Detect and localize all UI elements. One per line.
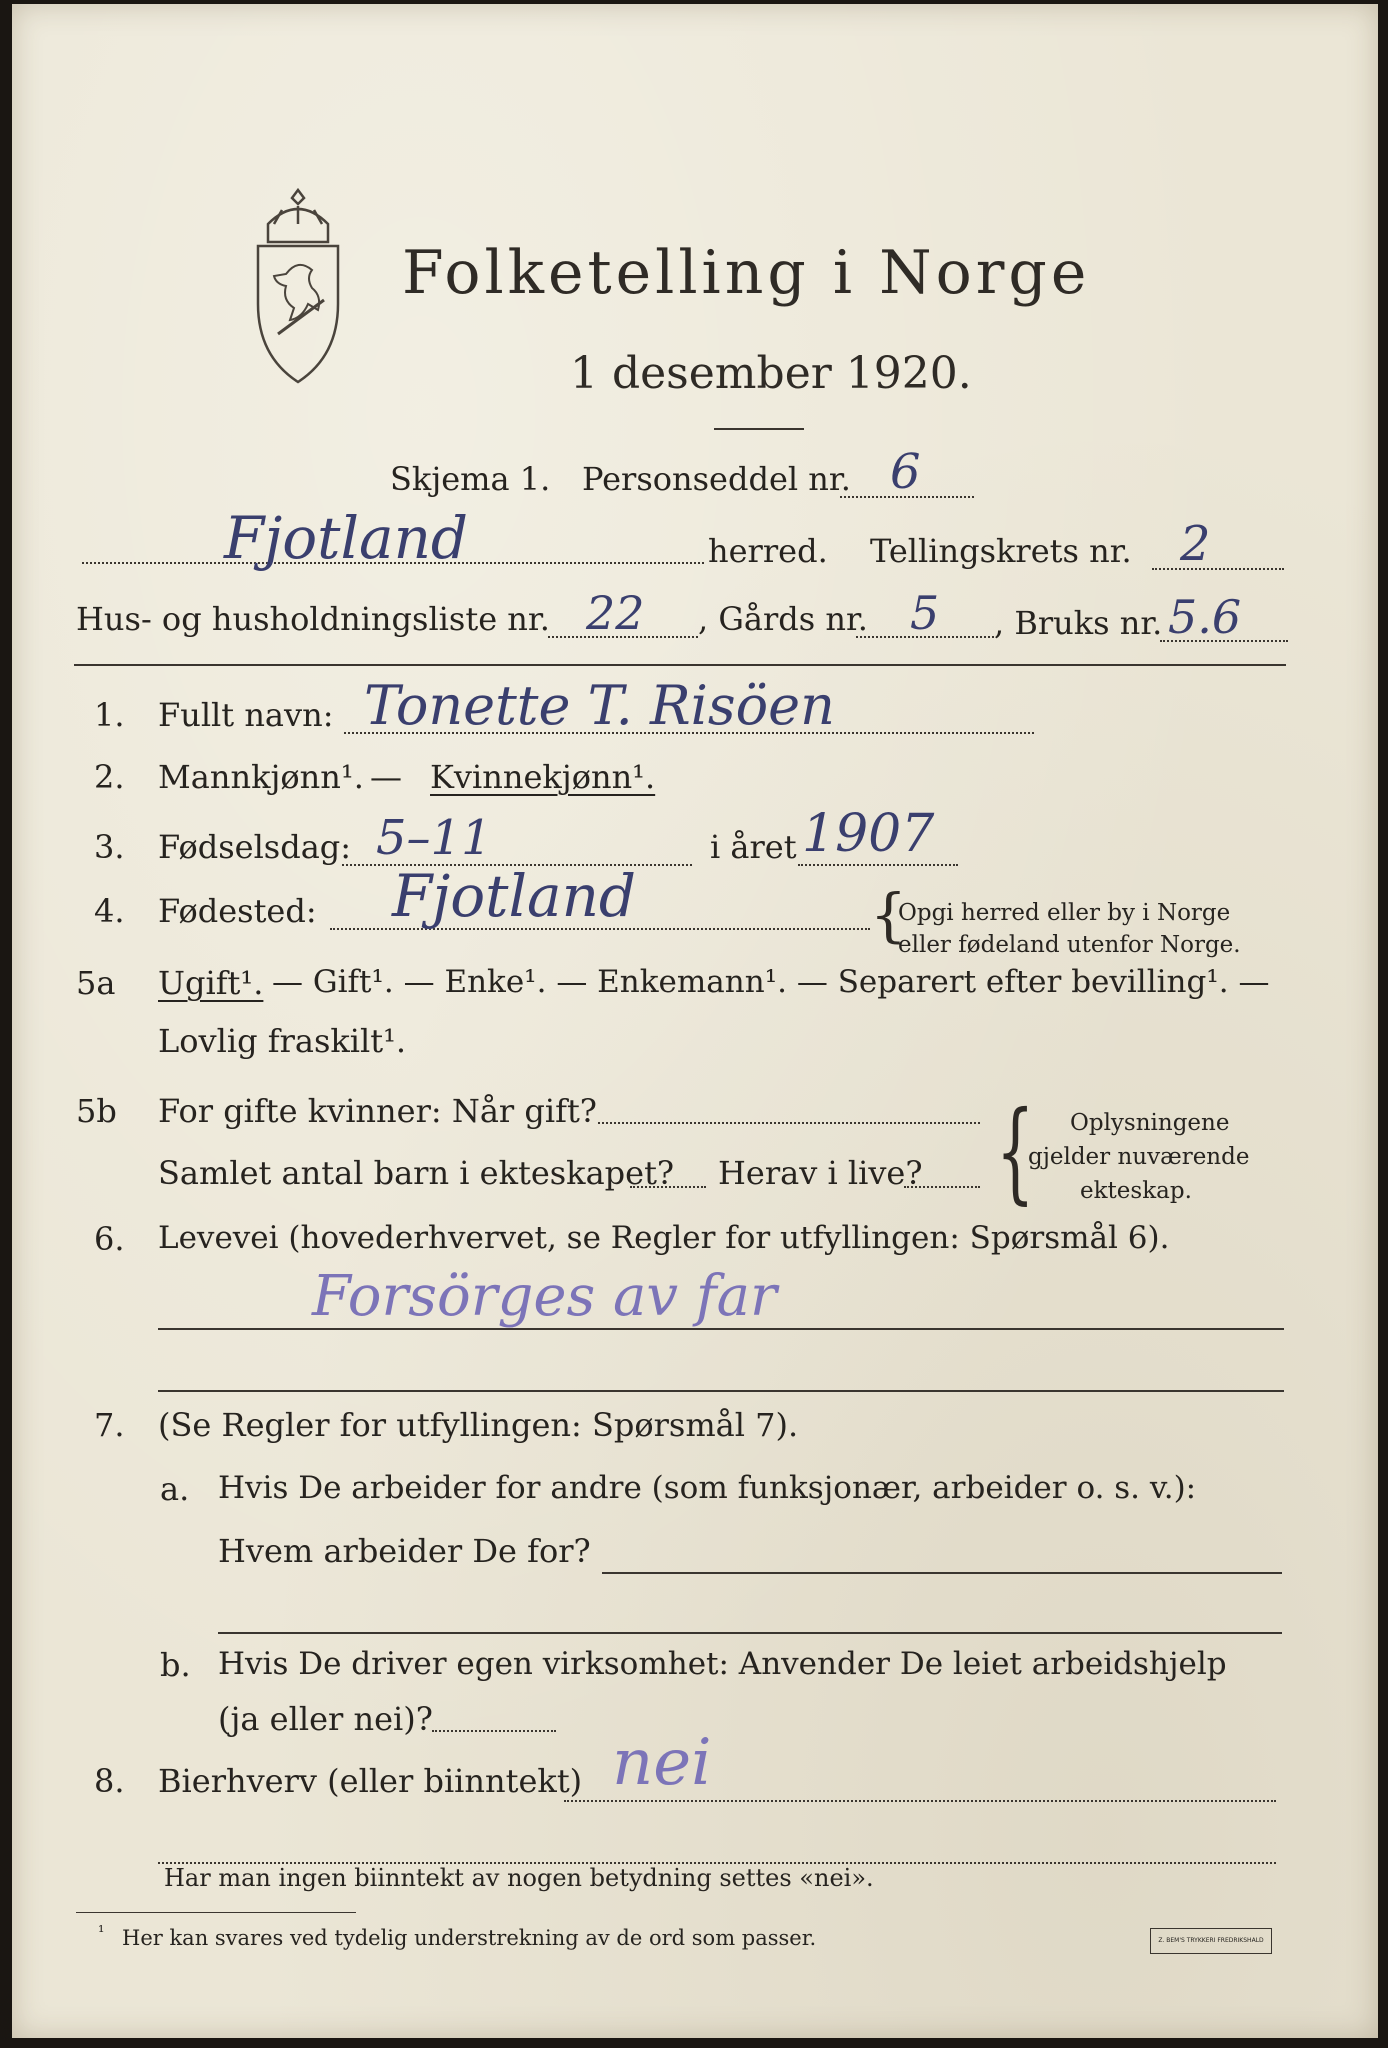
q5a-number: 5a (76, 964, 116, 1002)
q7b-letter: b. (160, 1646, 191, 1684)
q7a-line2: Hvem arbeider De for? (218, 1532, 591, 1570)
tellingskrets-line (1152, 568, 1284, 570)
printer-stamp (1150, 1928, 1272, 1954)
gards-value: 5 (910, 586, 940, 640)
q3-label: Fødselsdag: (158, 828, 352, 866)
q8-label: Bierhverv (eller biinntekt) (158, 1762, 583, 1800)
q7b-line2: (ja eller nei)? (218, 1700, 433, 1738)
hus-value: 22 (586, 586, 645, 640)
personseddel-value: 6 (890, 444, 921, 500)
q5b-note-brace: { (996, 1087, 1035, 1215)
q7-number: 7. (94, 1406, 125, 1444)
q5b-note-line2: gjelder nuværende (1028, 1144, 1250, 1170)
q5b-alive-line (904, 1186, 980, 1188)
q7a-letter: a. (160, 1470, 190, 1508)
q2-number: 2. (94, 758, 125, 796)
q7a-answer-line2 (218, 1632, 1282, 1634)
q7-label: (Se Regler for utfyllingen: Spørsmål 7). (158, 1406, 799, 1444)
q5b-note-line3: ekteskap. (1080, 1178, 1192, 1204)
q7a-answer-line1 (602, 1572, 1282, 1574)
q1-number: 1. (94, 696, 125, 734)
q5b-children-line (630, 1186, 706, 1188)
q5a-line2: Lovlig fraskilt¹. (158, 1022, 407, 1060)
birth-year-value: 1907 (802, 804, 935, 864)
bruks-label: , Bruks nr. (994, 604, 1163, 642)
footer-separator (76, 1912, 356, 1913)
census-form-page (12, 4, 1378, 2038)
q7b-line1: Hvis De driver egen virksomhet: Anvender De leiet arbeidshjelp (218, 1646, 1227, 1682)
q5a-ugift-option: Ugift¹. (158, 964, 264, 1002)
q4-label: Fødested: (158, 892, 317, 930)
gards-label: , Gårds nr. (698, 600, 868, 638)
norwegian-coat-of-arms-icon (238, 184, 358, 394)
header-separator (74, 664, 1286, 666)
bruks-value: 5.6 (1168, 590, 1242, 644)
q6-number: 6. (94, 1220, 125, 1258)
herred-label: herred. (708, 532, 828, 570)
q3-year-line (798, 864, 958, 866)
q2-male-option: Mannkjønn¹. (158, 758, 364, 796)
q8-number: 8. (94, 1762, 125, 1800)
birthplace-value: Fjotland (392, 862, 637, 930)
footnote-text: Her kan svares ved tydelig understrekning av de ord som passer. (122, 1926, 817, 1950)
q4-note-line2: eller fødeland utenfor Norge. (898, 932, 1241, 958)
occupation-value: Forsörges av far (312, 1264, 777, 1329)
hus-label: Hus- og husholdningsliste nr. (76, 600, 550, 638)
full-name-value: Tonette T. Risöen (364, 674, 835, 737)
no-income-note: Har man ingen biinntekt av nogen betydning settes «nei». (164, 1864, 874, 1892)
q3-number: 3. (94, 828, 125, 866)
tellingskrets-label: Tellingskrets nr. (870, 532, 1132, 570)
q2-female-option: Kvinnekjønn¹. (430, 758, 656, 796)
q5b-married-line (598, 1122, 980, 1124)
form-title: Folketelling i Norge (402, 238, 1091, 308)
q1-label: Fullt navn: (158, 696, 334, 734)
q3-year-label: i året (710, 828, 797, 866)
q5b-children-label: Samlet antal barn i ekteskapet? (158, 1154, 675, 1192)
footnote-mark: ¹ (98, 1922, 105, 1941)
q5b-line1: For gifte kvinner: Når gift? (158, 1092, 597, 1130)
q7b-answer-line (432, 1730, 556, 1732)
q6-label: Levevei (hovederhvervet, se Regler for utfyllingen: Spørsmål 6). (158, 1220, 1170, 1256)
q4-note-line1: Opgi herred eller by i Norge (898, 900, 1231, 926)
q5b-note-line1: Oplysningene (1070, 1110, 1230, 1136)
q5b-number: 5b (76, 1092, 117, 1130)
q6-answer-line2 (158, 1390, 1284, 1392)
printer-stamp-text: Z. BEM'S TRYKKERI FREDRIKSHALD (1158, 1937, 1264, 1944)
side-income-value: nei (612, 1726, 712, 1800)
q2-separator: — (370, 758, 402, 796)
skjema-label: Skjema 1. (390, 460, 551, 498)
tellingskrets-value: 2 (1180, 516, 1211, 572)
q5a-other-options: — Gift¹. — Enke¹. — Enkemann¹. — Separert efter bevilling¹. — (272, 964, 1270, 1000)
birth-date-value: 5–11 (376, 810, 492, 866)
q7a-line1: Hvis De arbeider for andre (som funksjonær, arbeider o. s. v.): (218, 1470, 1197, 1506)
herred-value: Fjotland (224, 504, 469, 572)
q5b-alive-label: Herav i live? (718, 1154, 923, 1192)
q8-answer-line (564, 1800, 1276, 1802)
title-divider (714, 428, 804, 430)
form-date: 1 desember 1920. (570, 348, 972, 399)
q4-note-brace: { (870, 881, 907, 949)
q4-number: 4. (94, 892, 125, 930)
personseddel-label: Personseddel nr. (582, 460, 851, 498)
